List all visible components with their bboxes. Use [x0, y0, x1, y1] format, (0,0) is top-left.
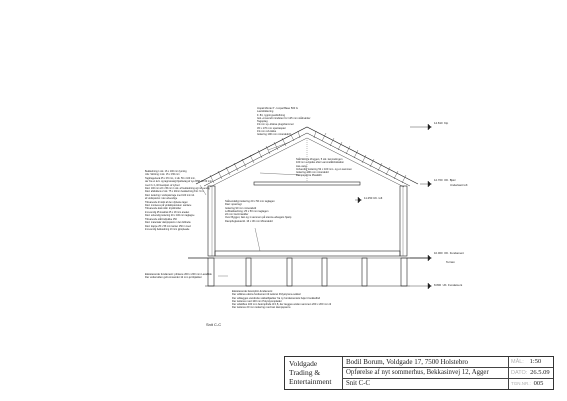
wall-note	[145, 170, 212, 231]
ceiling-beam	[254, 182, 360, 185]
wall-note-17: Ind-vendig beklædning 13 mm gipspleade	[145, 227, 190, 231]
ceiling-note-2: Ass-vang	[296, 164, 307, 168]
wall-note-3: der fra en kvit- og tagmæssigt bjælkelag af nye BSR-bfr 60 mm	[145, 180, 212, 184]
floor-note-2: Isolering 90 mm mineraluld	[225, 206, 257, 210]
roof-note-4: Tagoplag	[257, 120, 268, 124]
wall-note-7: Dæt: isolering i vindspærrage med 100 mm tid.	[145, 193, 195, 197]
scale-cell	[508, 357, 553, 368]
floor-note-1: Dæt: spærregt	[225, 203, 242, 207]
client-text: Bodil Borum, Voldgade 17, 7500 Holstebro	[346, 358, 469, 366]
company-line-3: Entertainment	[289, 377, 332, 386]
ceiling-note-4: Isolering 190 mm mineraluld	[296, 171, 329, 175]
wall-note-0: Beklædning 1 stk. 16 x 100 mm lysning	[145, 170, 187, 173]
number-value: 005	[533, 380, 544, 387]
drawing-name: Snit C-C	[346, 380, 370, 387]
roof-note-1: Lavtobklæring	[257, 110, 274, 114]
company-cell	[285, 357, 343, 389]
bottom-level-value: 8.800	[434, 283, 441, 287]
wall-note-16: Dæt: trappe 25 x 55 mm kanter 150 m med	[145, 224, 191, 228]
level-markers	[355, 124, 432, 289]
wall-note-6: Dæt: afsliddens 2 stk. 75 x 20mm beklædning 8 kr. 9 m	[145, 190, 204, 194]
ceiling-note	[296, 158, 352, 178]
ceiling-level-2	[450, 184, 467, 187]
wall-note-11: Tilsvarende dæk stål i krydsholder	[145, 207, 182, 211]
title-block	[284, 356, 554, 390]
roof-note-0: Icopal Monte P - Icopal Base 500 G	[257, 107, 298, 110]
wall-note-8: af vindspærret i det udvendige	[145, 197, 178, 201]
floor-note	[225, 200, 291, 223]
section-label: Snit C-C	[206, 322, 222, 327]
ceiling-level-label: OK. Bjæl	[444, 178, 456, 182]
floor-level	[434, 252, 464, 255]
foundation-bottom-note	[232, 290, 331, 310]
date-cell	[508, 368, 553, 379]
ridge-level-label: Kip	[444, 121, 449, 125]
floor-note-5: Over Bygget, fast og 1 sammen på stenne-afsugets hjælp	[225, 216, 292, 220]
foundation-posts	[208, 258, 407, 286]
foundation-bottom-note-3: Der isoleres med 100 mm Polystyrenplader	[232, 299, 282, 303]
roof-note-5: 19 mm sp.-klokse plugshammer	[257, 123, 294, 127]
inner-level-label: UK. loft	[373, 196, 383, 200]
ceiling-level-label2: Underkant loft	[450, 183, 468, 187]
wall-note-15: Dæt: materialer dampspærre i det dobbelte	[145, 221, 191, 225]
foundation-bottom-note-2: Der udlægges vandrette sokkelbjælker fra ny fundamentets høje til sokkelfod	[232, 296, 321, 300]
floor-deck	[215, 251, 400, 256]
roof-note-2: F. 84, rygningsudluftning	[257, 113, 286, 117]
wall-note-13: Dæt: udvendig isolering 20 x 100 mm taglagne	[145, 214, 195, 218]
scale-value: 1:50	[529, 358, 542, 365]
scale-label: MÅL:	[511, 359, 524, 365]
foundation-bottom-note-0: Eksisterende betonplint-fundament:	[232, 290, 273, 293]
company-line-1: Voldgade	[289, 359, 318, 368]
bottom-level	[434, 284, 462, 287]
company-line-2: Trading &	[289, 368, 321, 377]
ceiling-note-5: Dampspærre Plastikfit	[296, 174, 322, 178]
foundation-left-note	[145, 273, 212, 280]
floor-level-label: OK. Fundament	[444, 251, 464, 255]
date-value: 26.5.09	[530, 369, 550, 376]
inner-level	[364, 197, 382, 200]
wall-note-9: Tilsvarende til sidst af den dybeste laget	[145, 200, 188, 204]
roof-note-3: Isol.-omvendt mindsten for 125 mm stålmønler	[257, 116, 311, 120]
client-cell	[343, 357, 508, 368]
roof-note-7: 19 mm reb.lokke	[257, 130, 277, 134]
roof-note-8: Isolering 190 mm mineraluld	[257, 133, 290, 137]
wall-note-5: Dæt: 100 mm 22 x 95 mm 1 stk. af beklædning og ind-vendig	[145, 187, 210, 191]
floor-note-3: Loftbeklædning: 25 x 50 mm taglagen	[225, 209, 269, 213]
date-label: DATO:	[511, 370, 528, 376]
ceiling-note-3: Indvendig isolering 52 x 100 mm. og en sammen	[296, 167, 352, 171]
ceiling-note-1: 100 mm c-bjelke efter Lammelåbrisikation	[296, 161, 345, 165]
foundation-bottom-note-5: Der isoleres 20 mm isolering med tæt dampspærre	[232, 306, 291, 310]
wall-note-2: Tagdragelse/ø 45 x 45 mm, 1 stk. 56 x 100 mm,	[145, 176, 196, 180]
ridge-level	[434, 122, 448, 125]
ceiling-note-0: Stål-Skinne Zinggen, 5 stk. lammelingen	[296, 158, 343, 161]
foundation-left-note-1: Der undersiden gult omsamlet 12 mm jernbjælker	[145, 276, 202, 280]
terrain-level	[446, 261, 455, 264]
project-text: Opførelse af nyt sommerhus, Bekkasinvej 12, Agger	[346, 369, 489, 376]
drawing-cell	[343, 379, 508, 389]
roof-note	[257, 107, 310, 137]
foundation-bottom-note-1: Der udføres ekstra fundament til isoleret Polystyrene-sokkel	[232, 293, 301, 297]
project-cell	[343, 368, 508, 379]
roof-note-6: 45 x 170 mm sparraspær	[257, 126, 286, 130]
foundation-left-note-0: Eksisterende fundament: plintene 200 x 200 mm Lecablok	[145, 273, 212, 276]
right-wall	[400, 186, 407, 256]
terrain-level-label: Terræn	[446, 260, 455, 264]
number-cell	[508, 379, 553, 389]
wall-note-12: Ind-vendig 25 kvadrat 25 x 18 mm arealet	[145, 210, 190, 214]
number-label: TGN.NR.:	[511, 381, 531, 386]
wall-note-14: Tilsvarende stål-fodpukke 150	[145, 217, 177, 221]
wall-note-4: med 3 x 1,40 lisestpæl. af nyhed	[145, 183, 180, 187]
inner-level-value: 11.250	[364, 196, 373, 200]
floor-note-4: 22 mm Gul-brædder	[225, 213, 249, 217]
floor-level-value: 10.000	[434, 251, 443, 255]
floor-note-0: Stål-endeligt isolering 20 x 50 mm taglagen	[225, 200, 275, 203]
ceiling-level	[434, 179, 455, 182]
wall-note-10: Dæt: monteres på vindafspændes i samlere	[145, 204, 192, 208]
bottom-level-label: UK. Fundament	[442, 283, 463, 287]
floor-note-6: Dampfugtatværdi. 16 x 30 mm Mineraluld	[225, 219, 273, 223]
ridge-level-value: 14.810	[434, 121, 443, 125]
wall-note-1: Udv. Skilning 1 stk. 15 x 150 mm	[145, 173, 180, 177]
ceiling-level-value: 12.700	[434, 178, 443, 182]
foundation-bottom-note-4: Der udskiftes 100 mm betonplinde til 0,8, der lægges anden sammen 200 x 200 mm til	[232, 303, 332, 307]
